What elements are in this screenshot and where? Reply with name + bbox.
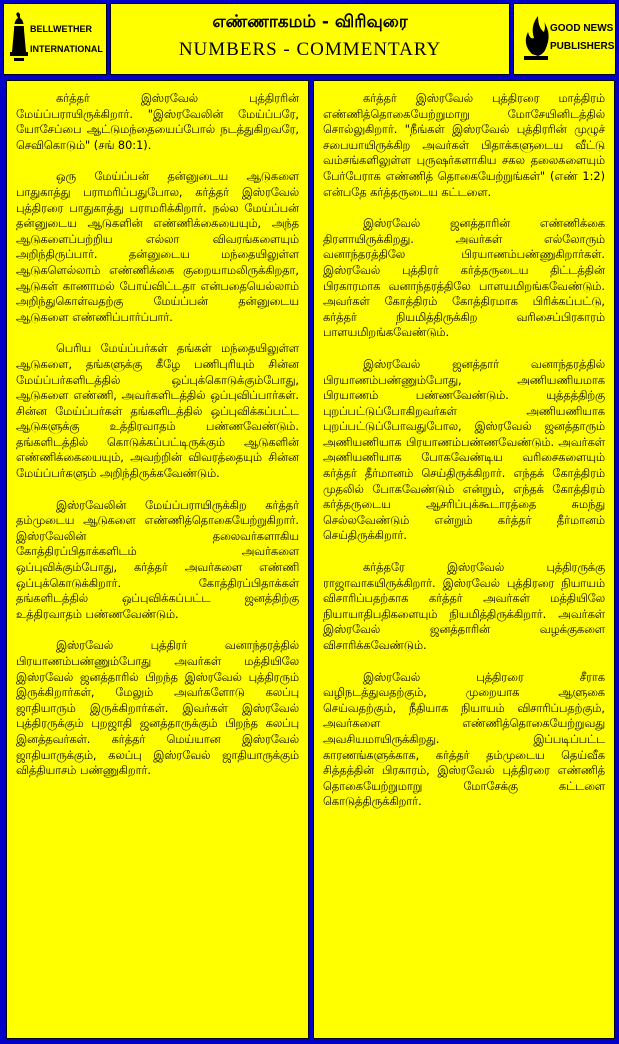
paragraph: கர்த்தர் இஸ்ரவேல் புத்திரரின் மேய்ப்பராயிருக்கிறார். "இஸ்ரவேலின் மேய்ப்பரே, யோசேப்பை ஆட்டுமந்தையைப்போல் நடத்துகிறவரே, செவிகொடும்" (சங் 80:1). — [16, 92, 299, 152]
good-news-logo — [513, 3, 616, 75]
paragraph: இஸ்ரவேலின் மேய்ப்பராயிருக்கிற கர்த்தர் தம்முடைய ஆடுகளை எண்ணித்தொகையேற்றுகிறார். இஸ்ரவேலின் தலைவர்களாகிய கோத்திரப்பிதாக்களிடம் அவர்களை ஒப்புவிக்கும்போது, கர்த்தர் அவர்களை எண்ணி ஒப்புக்கொடுக்கிறார். கோத்திரப்பிதாக்கள் தங்களிடத்தில் ஒப்புவிக்கப்பட்ட ஜனத்திற்கு உத்திரவாதம் பண்ணவேண்டும். — [16, 498, 299, 621]
paragraph: கர்த்தர் இஸ்ரவேல் புத்திரரை மாத்திரம் எண்ணித்தொகையேற்றுமாறு மோசேயினிடத்தில் சொல்லுகிறார். "நீங்கள் இஸ்ரவேல் புத்திரரின் முழுச் சபையாயிருக்கிற அவர்கள் பிதாக்களுடைய வீட்டு வம்சங்களிலுள்ள புருஷர்களாகிய சகல தலைகளையும் பேர்பேராக எண்ணித் தொகையேற்றுங்கள்" (எண் 1:2) என்பதே கர்த்தருடைய கட்டளை. — [323, 92, 605, 199]
left-column — [6, 80, 309, 1039]
paragraph: பெரிய மேய்ப்பர்கள் தங்கள் மந்தையிலுள்ள ஆடுகளை, தங்களுக்கு கீழே பணிபுரியும் சின்ன மேய்ப்பர்களிடத்தில் ஒப்புக்கொடுக்கும்போது, ஆடுகளை எண்ணி, அவர்களிடத்தில் ஒப்புவிப்பார்கள். சின்ன மேய்ப்பர்கள் தங்களிடத்தில் ஒப்புவிக்கப்பட்ட ஆடுகளுக்கு உத்திரவாதம் பண்ணவேண்டும். தங்களிடத்தில் கொடுக்கப்பட்டிருக்கும் ஆடுகளின் எண்ணிக்கையையும், அவற்றின் விவரத்தையும் சின்ன மேய்ப்பர்களும் அறிந்திருக்கவேண்டும். — [16, 342, 299, 481]
flame-icon — [514, 4, 615, 74]
paragraph: இஸ்ரவேல் புத்திரர் வனாந்தரத்தில் பிரயாணம்பண்ணும்போது அவர்கள் மத்தியிலே இஸ்ரவேல் ஜனத்தாரில் பிறந்த இஸ்ரவேல் புத்திரரும் இருக்கிறார்கள், மேலும் அவர்களோடு கலப்பு ஜாதியாரும் இருக்கிறார்கள். இவர்கள் இஸ்ரவேல் புத்திரருக்கும் புறஜாதி ஜனத்தாருக்கும் பிறந்த கலப்பு இனத்தவர்கள். கர்த்தர் மெய்யான இஸ்ரவேல் ஜாதியாருக்கும், கலப்பு இஸ்ரவேல் ஜாதியாருக்கும் வித்தியாசம் பண்ணுகிறார். — [16, 639, 299, 778]
bellwether-logo — [3, 3, 107, 75]
title-box — [110, 3, 510, 75]
title-tamil: எண்ணாகமம் - விரிவுரை — [212, 12, 408, 32]
left-logo-line2: INTERNATIONAL — [30, 44, 103, 54]
right-logo-line2: PUBLISHERS — [550, 41, 615, 52]
paragraph: இஸ்ரவேல் புத்திரரை சீராக வழிநடத்துவதற்கும், முறையாக ஆளுகை செய்வதற்கும், நீதியாக நியாயம் விசாரிப்பதற்கும், அவர்களை எண்ணித்தொகையேற்றுவது அவசியமாயிருக்கிறது. இப்படிப்பட்ட காரணங்களுக்காக, கர்த்தர் தம்முடைய தெய்வீக சித்தத்தின் பிரகாரம், இஸ்ரவேல் புத்திரரை எண்ணித் தொகையேற்றுமாறு மோசேக்கு கட்டளை கொடுத்திருக்கிறார். — [323, 670, 605, 809]
paragraph: கர்த்தரே இஸ்ரவேல் புத்திரருக்கு ராஜாவாகயிருக்கிறார். இஸ்ரவேல் புத்திரரை நியாயம் விசாரிப்பதற்காக கர்த்தர் அவர்கள் மத்தியிலே நியாயாதிபதிகளையும் நியமித்திருக்கிறார். அவர்கள் இஸ்ரவேல் ஜனத்தாரின் வழக்குகளை விசாரிக்கவேண்டும். — [323, 561, 605, 652]
bellwether-bell-icon — [4, 4, 106, 74]
title-english: NUMBERS - COMMENTARY — [178, 39, 442, 60]
left-logo-line1: BELLWETHER — [30, 24, 92, 34]
header — [3, 3, 616, 77]
right-logo-line1: GOOD NEWS — [550, 23, 614, 34]
paragraph: இஸ்ரவேல் ஜனத்தாரின் எண்ணிக்கை திரளாயிருக்கிறது. அவர்கள் எல்லோரும் வனாந்தரத்திலே பிரயாணம்பண்ணுகிறார்கள். இஸ்ரவேல் புத்திரர் கர்த்தருடைய திட்டத்தின் பிரகாரமாக வனாந்தரத்திலே பாளயமிறங்கவேண்டும். அவர்கள் கோத்திரம் கோத்திரமாக பிரிக்கப்பட்டு, கர்த்தர் நியமித்திருக்கிற வரிசைப்பிரகாரம் பாளயமிறங்கவேண்டும். — [323, 217, 605, 340]
paragraph: இஸ்ரவேல் ஜனத்தார் வனாந்தரத்தில் பிரயாணம்பண்ணும்போது, அணியணியமாக பிரயாணம் பண்ணவேண்டும். யுத்தத்திற்கு புறப்பட்டுப்போகிறவர்கள் அணியணியாக புறப்பட்டுப்போவதுபோல, இஸ்ரவேல் ஜனத்தாரும் அணியணியாக பிரயாணம்பண்ணவேண்டும். அவர்கள் அணியணியாக போகவேண்டிய வரிசைகளையும் கர்த்தர் தீர்மானம் செய்திருக்கிறார். எந்தக் கோத்திரம் முதலில் போகவேண்டும் என்றும், எந்தக் கோத்திரம் கர்த்தருடைய ஆசரிப்புக்கூடாரத்தை சுமந்து செல்லவேண்டும் என்றும் கர்த்தர் தீர்மானம் செய்திருக்கிறார். — [323, 357, 605, 543]
right-column — [313, 80, 615, 1039]
paragraph: ஒரு மேய்ப்பன் தன்னுடைய ஆடுகளை பாதுகாத்து பராமரிப்பதுபோல, கர்த்தர் இஸ்ரவேல் புத்திரரை பாதுகாத்து பராமரிக்கிறார். நல்ல மேய்ப்பன் தன்னுடைய ஆடுகளின் எண்ணிக்கையையும், அந்த ஆடுகளைப்பற்றிய எல்லா விவரங்களையும் அறிந்திருப்பார். தன்னுடைய மந்தையிலுள்ள ஆடுகளெல்லாம் எண்ணிக்கை குறையாமலிருக்கிறதா, ஆடுகள் காணாமல் போய்விட்டதா என்பதையெல்லாம் அறிந்துகொள்வதற்கு மேய்ப்பன் தன்னுடைய ஆடுகளை எண்ணிப்பார்ப்பார். — [16, 170, 299, 324]
